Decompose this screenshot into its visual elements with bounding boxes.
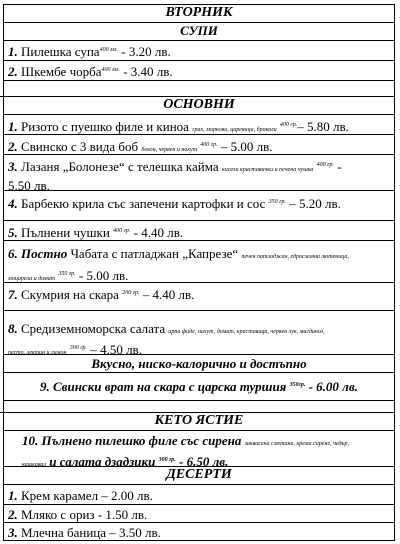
item-price: – 5.80 лв. (297, 119, 349, 134)
item-quantity: 400 мл. (99, 47, 119, 53)
item-number: 3. (8, 525, 18, 540)
dessert-item-3 (3, 522, 395, 541)
item-name: Средиземноморска салата (21, 321, 169, 336)
item-quantity: 400 гр. (316, 162, 334, 168)
item-name: 9. Свински врат на скара с царска туршия (40, 379, 290, 394)
item-name: Пълнени чушки (21, 225, 114, 240)
item-price: - 6.00 лв. (305, 379, 358, 394)
spacer-row (3, 400, 395, 412)
item-name: 10. Пълнено пилешко филе със сирена (22, 433, 245, 448)
mains-heading (3, 96, 395, 114)
item-number: 5. (8, 225, 18, 240)
item-description: арпа фиде, нахут, домат, краставица, червен лук, магданоз, (168, 329, 325, 335)
main-item-1 (3, 114, 395, 134)
item-price: – 4.40 лв. (139, 287, 195, 302)
item-name-continued: и салата дзадзики (46, 454, 159, 466)
item-name: Шкембе чорба (21, 64, 102, 79)
item-fasting-label: Постно (21, 246, 68, 261)
day-text: ВТОРНИК (165, 5, 233, 20)
item-name: Свинско с 3 вида боб (21, 139, 142, 154)
item-description-continued: кашкавал (22, 462, 47, 466)
item-description: кисели краставички и печена чушка (221, 167, 314, 173)
item-name: Скумрия на скара (21, 287, 123, 302)
item-price: – 5.20 лв. (285, 196, 341, 211)
item-quantity: 350гр. (289, 382, 306, 388)
item-price: – 5.00 лв. (217, 139, 273, 154)
special-tagline (3, 354, 395, 372)
main-item-3 (3, 154, 395, 190)
item-number: 2. (8, 139, 18, 154)
soups-title: СУПИ (180, 23, 218, 38)
item-name: Лазаня „Болонезе“ с телешка кайма (21, 159, 222, 174)
item-description: заквасена сметана, крема сирене, чедър, (244, 441, 350, 447)
main-item-5 (3, 220, 395, 240)
item-number: 2. (8, 64, 18, 79)
item-number: 4. (8, 196, 18, 211)
item-number: 2. (8, 507, 18, 522)
mains-title: ОСНОВНИ (163, 97, 235, 112)
item-price: - (334, 159, 342, 174)
item-number: 3. (8, 159, 18, 174)
main-item-7 (3, 282, 395, 310)
item-number: 6. (8, 246, 18, 261)
item-price: - 5.00 лв. (75, 268, 129, 282)
spacer-row (3, 80, 395, 96)
item-quantity: 200 гр. (122, 290, 140, 296)
item-quantity: 400 гр. (113, 228, 131, 234)
item-quantity: 300 гр. (69, 345, 88, 351)
item-name: Ризото с пуешко филе и киноа (21, 119, 193, 134)
item-price: - 3.20 лв. (118, 44, 171, 59)
main-item-6 (3, 240, 395, 282)
item-price: - 6.50 лв. (175, 454, 229, 466)
soups-heading (3, 22, 395, 40)
main-item-8 (3, 310, 395, 354)
item-quantity: 350 гр. (58, 271, 76, 277)
dessert-item-1 (3, 484, 395, 504)
desserts-heading (3, 466, 395, 484)
item-name: Крем карамел – 2.00 лв. (21, 488, 153, 503)
item-description: грах, моркови, царевица, броколи (192, 127, 277, 133)
item-number: 1. (8, 44, 18, 59)
item-quantity: 400 гр. (200, 142, 218, 148)
item-price: – 4.50 лв. (87, 342, 142, 354)
keto-heading (3, 412, 395, 430)
main-item-4 (3, 190, 395, 220)
day-title (3, 4, 395, 22)
item-number: 7. (8, 287, 18, 302)
keto-title: КЕТО ЯСТИЕ (154, 413, 244, 428)
item-name: Барбекю крила със запечени картофки и сос (21, 196, 266, 211)
item-description: бекон, червен и нахут (141, 147, 198, 153)
item-quantity: 350 гр. (268, 199, 286, 205)
item-name: Пилешка супа (21, 44, 100, 59)
item-description-continued: моцарела и домат (8, 276, 56, 282)
item-description-continued: песто, лектин и лимон (8, 350, 67, 354)
soup-item-1 (3, 40, 395, 60)
soup-item-2 (3, 60, 395, 80)
side-rule (0, 96, 3, 97)
item-name: Мляко с ориз - 1.50 лв. (21, 507, 148, 522)
keto-item (3, 430, 395, 466)
item-number: 8. (8, 321, 18, 336)
item-name: Чабата с патладжан „Капрезе“ (67, 246, 242, 261)
special-tagline-text: Вкусно, нискo-калорично и достъпно (91, 356, 307, 371)
desserts-title: ДЕСЕРТИ (166, 467, 232, 482)
item-number: 1. (8, 119, 18, 134)
item-quantity: 400 гр. (279, 122, 298, 128)
side-rule (0, 412, 3, 413)
item-quantity: 400 мл. (101, 67, 120, 73)
item-description: печен патладжан, едросмляна лютеница, (241, 254, 349, 260)
special-item (3, 372, 395, 400)
item-quantity: 300 гр. (158, 457, 176, 463)
item-price: - 4.40 лв. (130, 225, 184, 240)
main-item-2 (3, 134, 395, 154)
item-price: - 3.40 лв. (119, 64, 173, 79)
item-name: Млечна баница – 3.50 лв. (21, 525, 161, 540)
dessert-item-2 (3, 504, 395, 522)
item-number: 1. (8, 488, 18, 503)
item-price-continued: 5.50 лв. (8, 178, 50, 190)
